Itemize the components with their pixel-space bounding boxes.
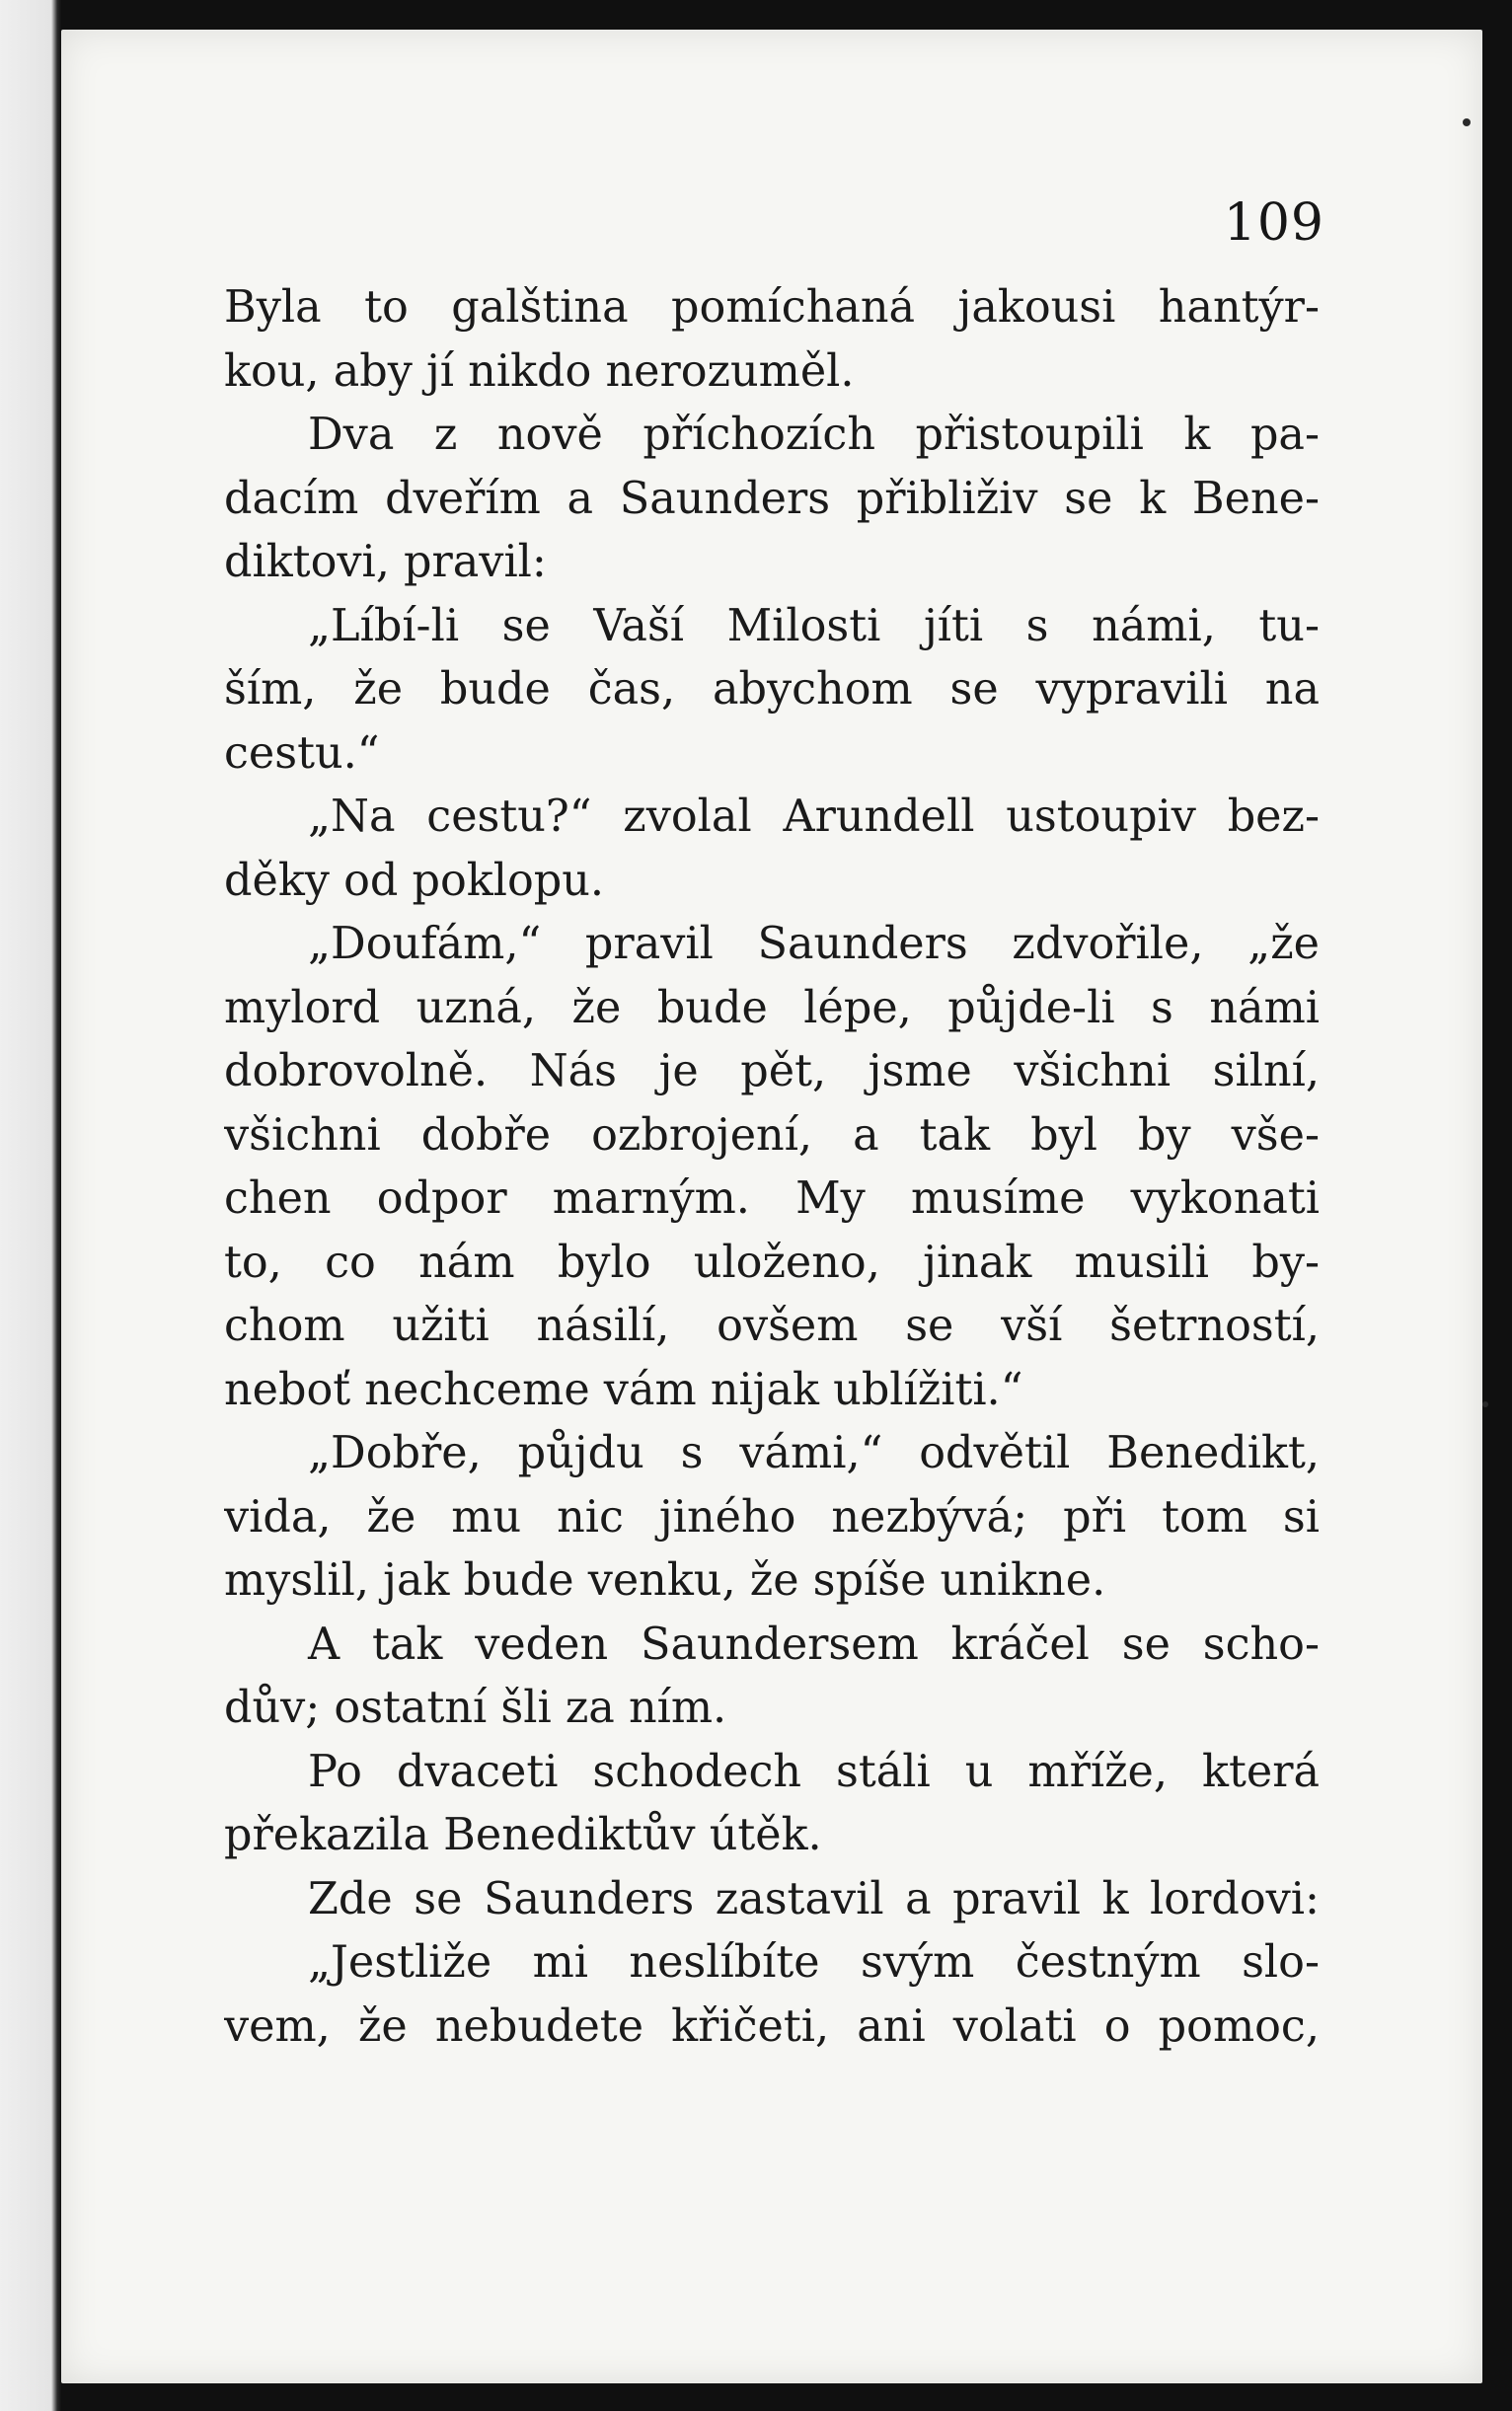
body-text [224,276,1320,2059]
text-line: neboť nechceme vám nijak ublížiti.“ [224,1364,1023,1415]
text-line: „Na cestu?“ zvolal Arundell ustoupiv bez- [308,791,1320,842]
text-line: chen odpor marným. My musíme vykonati [224,1173,1320,1224]
speck-mark [1463,118,1471,126]
text-line: cestu.“ [224,727,380,779]
text-line: překazila Benediktův útěk. [224,1810,822,1860]
book-page [61,30,1482,2383]
text-line: A tak veden Saundersem kráčel se scho- [308,1619,1320,1670]
text-line: „Doufám,“ pravil Saunders zdvořile, „že [308,919,1320,969]
speck-mark [1482,1401,1488,1407]
text-line: kou, aby jí nikdo nerozuměl. [224,345,855,397]
text-line: Byla to galština pomíchaná jakousi hantýr- [224,282,1320,333]
text-line: dobrovolně. Nás je pět, jsme všichni silní, [224,1046,1320,1096]
text-line: Zde se Saunders zastavil a pravil k lordovi: [308,1873,1320,1924]
text-line: dacím dveřím a Saunders přibliživ se k Bene- [224,473,1320,524]
text-line: Dva z nově příchozích přistoupili k pa- [308,410,1320,460]
text-line: Po dvaceti schodech stáli u mříže, která [308,1746,1320,1797]
text-line: děky od poklopu. [224,855,605,906]
text-line: dův; ostatní šli za ním. [224,1683,727,1733]
text-line: mylord uzná, že bude lépe, půjde-li s námi [224,982,1320,1033]
text-line: myslil, jak bude venku, že spíše unikne. [224,1555,1106,1606]
text-line: „Líbí-li se Vaší Milosti jíti s námi, tu- [308,600,1320,651]
text-line: vida, že mu nic jiného nezbývá; při tom si [224,1491,1320,1543]
text-line: to, co nám bylo uloženo, jinak musili by- [224,1237,1320,1288]
text-line: vem, že nebudete křičeti, ani volati o pomoc, [224,2000,1320,2052]
text-line: „Dobře, půjdu s vámi,“ odvětil Benedikt, [308,1428,1320,1478]
text-line: „Jestliže mi neslíbíte svým čestným slo- [308,1937,1320,1988]
text-line: všichni dobře ozbrojení, a tak byl by vše- [224,1109,1320,1161]
text-line: chom užiti násilí, ovšem se vší šetrností, [224,1301,1320,1351]
facing-page-edge [0,0,61,2411]
text-line: ším, že bude čas, abychom se vypravili na [224,664,1320,715]
page-number: 109 [1223,193,1324,253]
text-line: diktovi, pravil: [224,537,547,587]
